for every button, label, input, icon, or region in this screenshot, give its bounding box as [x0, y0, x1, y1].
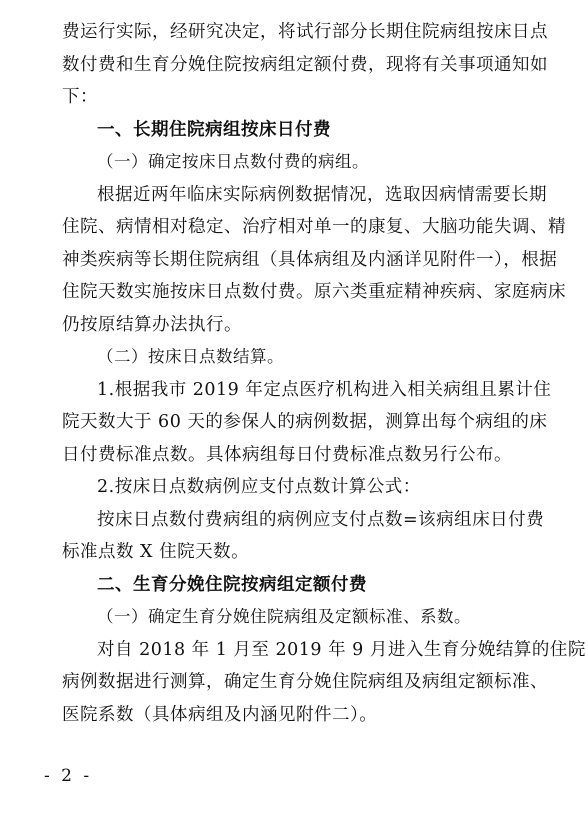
body-text-line: 院天数大于 60 天的参保人的病例数据，测算出每个病组的床	[62, 412, 548, 432]
body-text-line: 数付费和生育分娩住院按病组定额付费，现将有关事项通知如	[62, 55, 548, 75]
body-text-line: 标准点数 X 住院天数。	[62, 542, 250, 562]
body-text-line: 病例数据进行测算，确定生育分娩住院病组及病组定额标准、	[62, 672, 548, 692]
body-text-line: 住院、病情相对稳定、治疗相对单一的康复、大脑功能失调、精	[62, 217, 566, 237]
body-text-line: 神类疾病等长期住院病组（具体病组及内涵详见附件一），根据	[62, 250, 558, 270]
section-heading-2: 二、生育分娩住院按病组定额付费	[97, 575, 367, 595]
subsection-heading: （一）确定按床日点数付费的病组。	[97, 152, 369, 171]
body-text-line: 1.根据我市 2019 年定点医疗机构进入相关病组且累计住	[97, 380, 552, 400]
section-heading-1: 一、长期住院病组按床日付费	[97, 120, 331, 140]
body-text-line: 2.按床日点数病例应支付点数计算公式：	[97, 477, 421, 497]
page-number: - 2 -	[44, 766, 93, 786]
subsection-heading: （二）按床日点数结算。	[97, 347, 284, 366]
body-text-line: 按床日点数付费病组的病例应支付点数=该病组床日付费	[97, 510, 545, 530]
body-text-line: 医院系数（具体病组及内涵见附件二）。	[62, 705, 378, 725]
body-text-line: 下：	[62, 87, 98, 107]
subsection-heading: （一）确定生育分娩住院病组及定额标准、系数。	[97, 607, 471, 626]
body-text-line: 日付费标准点数。具体病组每日付费标准点数另行公布。	[62, 445, 512, 465]
body-text-line: 住院天数实施按床日点数付费。原六类重症精神疾病、家庭病床	[62, 282, 566, 302]
body-text-line: 仍按原结算办法执行。	[62, 315, 242, 335]
body-text-line: 对自 2018 年 1 月至 2019 年 9 月进入生育分娩结算的住院	[97, 640, 586, 660]
body-text-line: 根据近两年临床实际病例数据情况，选取因病情需要长期	[97, 185, 547, 205]
body-text-line: 费运行实际，经研究决定，将试行部分长期住院病组按床日点	[62, 22, 548, 42]
